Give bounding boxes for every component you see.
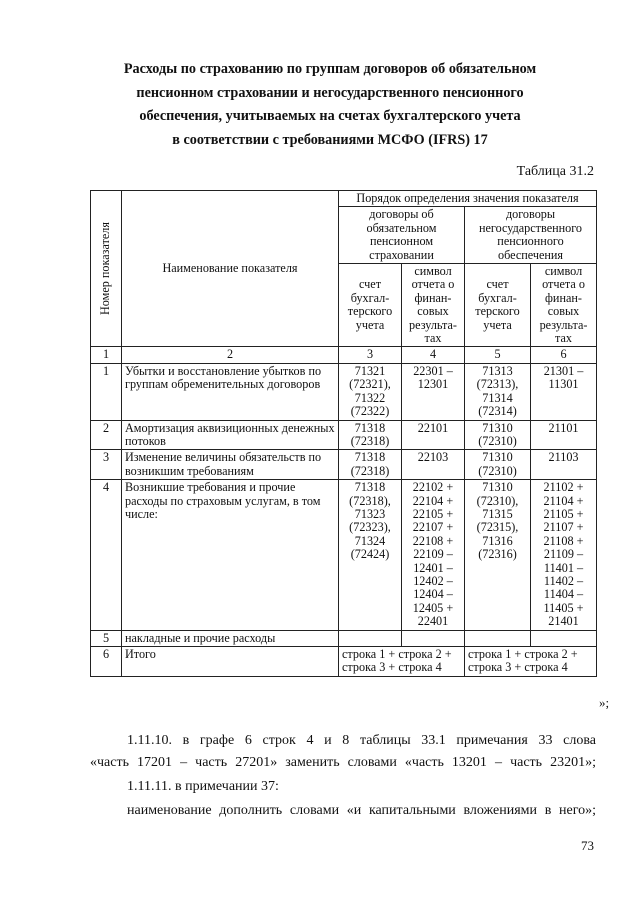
- row-number: 3: [91, 450, 122, 480]
- cell-line: 71316: [482, 533, 513, 548]
- row-number: 4: [91, 480, 122, 630]
- header-name: Наименование показателя: [122, 191, 339, 347]
- cell-line: 11405 +: [543, 600, 584, 615]
- cell-line: 22101: [417, 420, 449, 435]
- column-number-row: [91, 347, 597, 363]
- column-number: 3: [339, 347, 402, 363]
- row-empty-cell: [531, 630, 597, 646]
- row-number: 6: [91, 647, 122, 677]
- row-symbol-1: [402, 480, 465, 630]
- cell-line: 21108 +: [543, 533, 584, 548]
- cell-line: 12404 –: [413, 587, 453, 602]
- cell-line: 71310: [482, 420, 513, 435]
- column-number: 1: [91, 347, 122, 363]
- cell-line: 12401 –: [413, 560, 453, 575]
- cell-line: 12301: [417, 377, 449, 392]
- cell-line: (72310): [478, 433, 517, 448]
- header-symbol-2: символ отчета о финан-совых результа-тах: [531, 264, 597, 347]
- table-row: [91, 647, 597, 677]
- title-line-2: пенсионном страховании и негосударственного пенсионного: [136, 84, 524, 101]
- cell-line: 71314: [482, 390, 513, 405]
- header-group-ops: договоры об обязательном пенсионном страховании: [339, 207, 465, 264]
- cell-line: 22109 –: [413, 547, 453, 562]
- cell-line: 71318: [354, 480, 386, 495]
- row-symbol-2: [531, 480, 597, 630]
- cell-line: (72323),: [349, 520, 391, 535]
- cell-line: (72424): [350, 547, 390, 562]
- table-row: [91, 450, 597, 480]
- header-num: Номер показателя: [91, 191, 122, 347]
- cell-line: 11401 –: [543, 560, 584, 575]
- cell-line: 71310: [482, 480, 513, 495]
- cell-line: 22105 +: [412, 506, 454, 521]
- cell-line: 71324: [354, 533, 386, 548]
- row-name: Возникшие требования и прочие расходы по страховым услугам, в том числе:: [122, 480, 339, 630]
- cell-line: 21105 +: [543, 506, 584, 521]
- row-name: Изменение величины обязательств по возникшим требованиям: [122, 450, 339, 480]
- cell-line: 11301: [548, 377, 579, 392]
- row-account-1: [339, 480, 402, 630]
- row-account-1: [339, 363, 402, 420]
- row-empty-cell: [402, 630, 465, 646]
- title-line-3: обеспечения, учитываемых на счетах бухгалтерского учета: [139, 108, 521, 124]
- cell-line: 21401: [548, 614, 579, 629]
- cell-line: 12405 +: [412, 600, 454, 615]
- cell-line: 71318: [354, 450, 386, 465]
- paragraph-2: 1.11.11. в примечании 37:: [127, 779, 279, 794]
- cell-line: 21104 +: [543, 493, 584, 508]
- row-symbol-1: [402, 363, 465, 420]
- cell-line: (72322): [350, 404, 390, 419]
- row-account-1: [339, 420, 402, 450]
- table-row: [91, 363, 597, 420]
- row-name: Амортизация аквизиционных денежных потоков: [122, 420, 339, 450]
- row-empty-cell: [339, 630, 402, 646]
- row-symbol-2: [531, 420, 597, 450]
- page-number: 73: [581, 838, 594, 853]
- cell-line: (72318): [350, 463, 390, 478]
- row-account-2: [465, 363, 531, 420]
- cell-line: 21109 –: [543, 547, 584, 562]
- cell-line: (72318): [350, 433, 390, 448]
- cell-line: (72321),: [349, 377, 391, 392]
- table-row: [91, 480, 597, 630]
- cell-line: 71323: [354, 506, 386, 521]
- cell-line: (72314): [478, 404, 517, 419]
- table-row: [91, 420, 597, 450]
- title-line-4: в соответствии с требованиями МСФО (IFRS) 17: [172, 131, 488, 148]
- cell-line: 22401: [417, 614, 449, 629]
- cell-line: 21101: [548, 420, 579, 435]
- header-account-2: счет бухгал-терского учета: [465, 264, 531, 347]
- cell-line: 71313: [482, 363, 513, 378]
- expenses-table: [90, 190, 597, 677]
- paragraph-3: наименование дополнить словами «и капитальными вложениями в него»;: [127, 803, 596, 818]
- cell-line: 71322: [354, 390, 386, 405]
- cell-line: (72310),: [476, 493, 519, 508]
- cell-line: 11404 –: [543, 587, 584, 602]
- cell-line: 71310: [482, 450, 513, 465]
- cell-line: 71315: [482, 506, 513, 521]
- row-number: 1: [91, 363, 122, 420]
- row-symbol-1: [402, 420, 465, 450]
- row-total-ops: строка 1 + строка 2 + строка 3 + строка 4: [339, 647, 465, 677]
- row-name: Итого: [122, 647, 339, 677]
- cell-line: 22103: [417, 450, 449, 465]
- table-row: [91, 630, 597, 646]
- row-account-2: [465, 450, 531, 480]
- column-number: 2: [122, 347, 339, 363]
- header-account-1: счет бухгал-терского учета: [339, 264, 402, 347]
- cell-line: 22301 –: [413, 363, 453, 378]
- column-number: 5: [465, 347, 531, 363]
- row-total-npo: строка 1 + строка 2 + строка 3 + строка 4: [465, 647, 597, 677]
- row-number: 5: [91, 630, 122, 646]
- row-symbol-2: [531, 363, 597, 420]
- title-line-1: Расходы по страхованию по группам договоров об обязательном: [123, 61, 537, 77]
- cell-line: 21301 –: [543, 363, 584, 378]
- paragraph-1-line-2: «часть 17201 – часть 27201» заменить словами «часть 13201 – часть 23201»;: [90, 755, 596, 770]
- cell-line: (72315),: [476, 520, 519, 535]
- column-number: 4: [402, 347, 465, 363]
- header-order: Порядок определения значения показателя: [339, 191, 597, 207]
- cell-line: (72318),: [349, 493, 391, 508]
- header-group-npo: договоры негосударственного пенсионного обеспечения: [465, 207, 597, 264]
- cell-line: 22102 +: [412, 480, 454, 495]
- row-symbol-2: [531, 450, 597, 480]
- row-account-2: [465, 480, 531, 630]
- row-symbol-1: [402, 450, 465, 480]
- cell-line: 21103: [548, 450, 579, 465]
- cell-line: 22108 +: [412, 533, 454, 548]
- cell-line: (72310): [478, 463, 517, 478]
- cell-line: (72316): [478, 547, 517, 562]
- row-account-2: [465, 420, 531, 450]
- row-name: Убытки и восстановление убытков по группам обременительных договоров: [122, 363, 339, 420]
- row-name: накладные и прочие расходы: [122, 630, 339, 646]
- cell-line: 21107 +: [543, 520, 584, 535]
- cell-line: 71321: [354, 363, 386, 378]
- table-label: Таблица 31.2: [516, 164, 594, 179]
- cell-line: 21102 +: [543, 480, 584, 495]
- column-number: 6: [531, 347, 597, 363]
- paragraph-1-line-1: 1.11.10. в графе 6 строк 4 и 8 таблицы 33.1 примечания 33 слова: [127, 733, 596, 748]
- cell-line: 71318: [354, 420, 386, 435]
- cell-line: 22104 +: [412, 493, 454, 508]
- cell-line: 11402 –: [543, 573, 584, 588]
- cell-line: 22107 +: [412, 520, 454, 535]
- header-symbol-1: символ отчета о финан-совых результа-тах: [402, 264, 465, 347]
- row-empty-cell: [465, 630, 531, 646]
- closing-quote: »;: [599, 695, 610, 710]
- row-number: 2: [91, 420, 122, 450]
- row-account-1: [339, 450, 402, 480]
- cell-line: 12402 –: [413, 573, 453, 588]
- document-title: [60, 58, 600, 152]
- cell-line: (72313),: [476, 377, 519, 392]
